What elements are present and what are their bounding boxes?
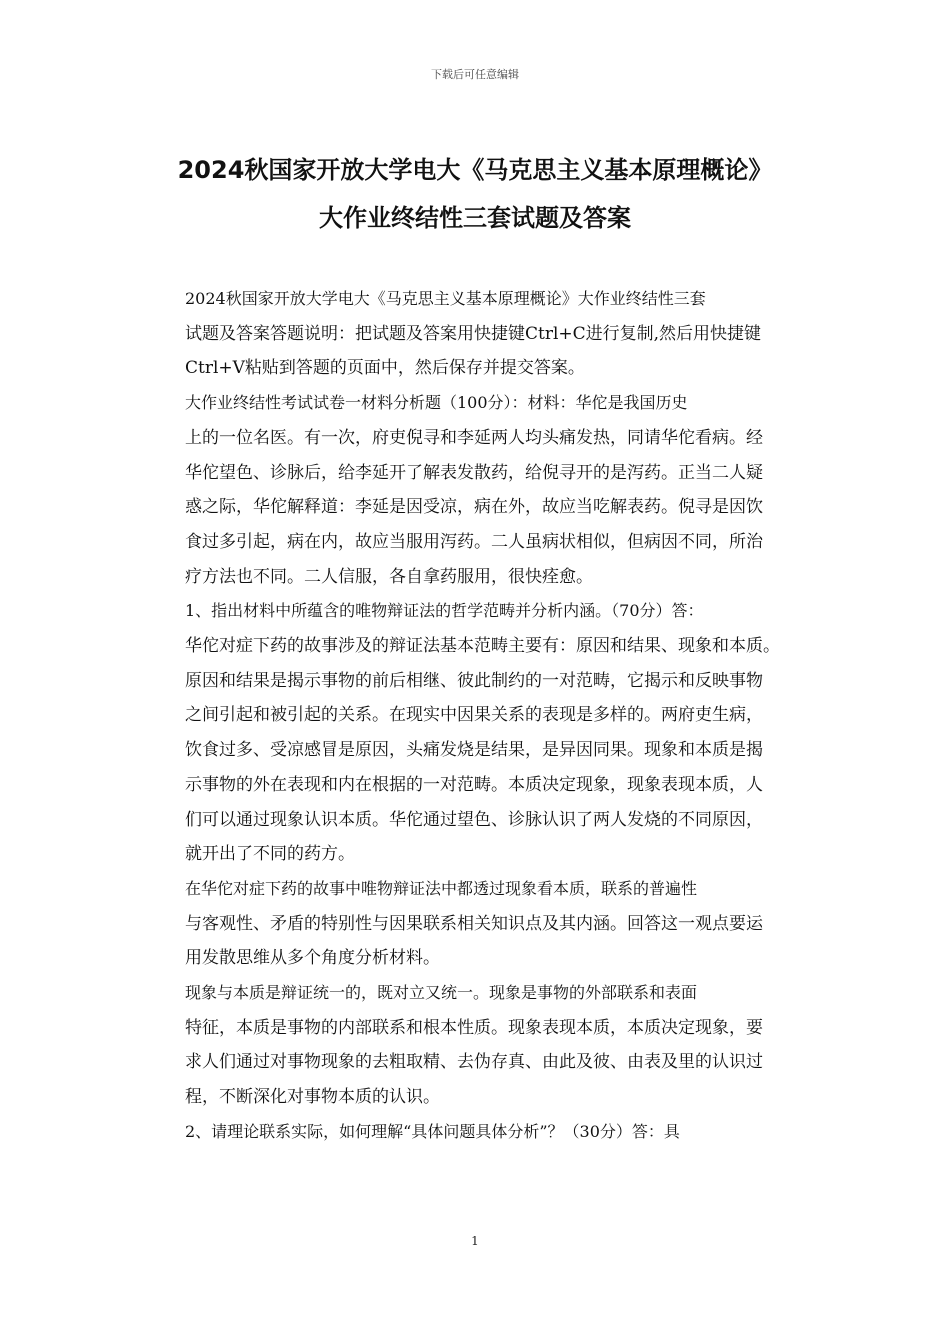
- body-paragraph: [145, 872, 825, 976]
- document-title-line-2: 大作业终结性三套试题及答案: [319, 204, 631, 232]
- paragraph-line: 惑之际，华佗解释道：李延是因受凉，病在外，故应当吃解表药。倪寻是因饮: [185, 497, 763, 518]
- body-paragraph: [145, 386, 825, 594]
- paragraph-line: 程，不断深化对事物本质的认识。: [185, 1087, 440, 1108]
- paragraph-line: 求人们通过对事物现象的去粗取精、去伪存真、由此及彼、由表及里的认识过: [185, 1052, 763, 1073]
- paragraph-line: 之间引起和被引起的关系。在现实中因果关系的表现是多样的。两府吏生病，: [185, 705, 763, 726]
- body-paragraph: [145, 594, 825, 872]
- paragraph-line: 原因和结果是揭示事物的前后相继、彼此制约的一对范畴，它揭示和反映事物: [185, 670, 763, 691]
- paragraph-line: 用发散思维从多个角度分析材料。: [185, 948, 440, 969]
- paragraph-line: 在华佗对症下药的故事中唯物辩证法中都透过现象看本质，联系的普遍性: [185, 878, 698, 898]
- page-header-note: 下载后可任意编辑: [431, 68, 519, 81]
- paragraph-line: 疗方法也不同。二人信服，各自拿药服用，很快痊愈。: [185, 566, 593, 587]
- body-paragraph: [145, 282, 825, 386]
- body-paragraph: [145, 1115, 825, 1150]
- paragraph-line: 上的一位名医。有一次，府吏倪寻和李延两人均头痛发热，同请华佗看病。经: [185, 427, 763, 448]
- paragraph-line: 食过多引起，病在内，故应当服用泻药。二人虽病状相似，但病因不同，所治: [185, 531, 763, 552]
- paragraph-line: 大作业终结性考试试卷一材料分析题（100分）：材料：华佗是我国历史: [185, 393, 688, 413]
- paragraph-line: 与客观性、矛盾的特别性与因果联系相关知识点及其内涵。回答这一观点要运: [185, 913, 763, 934]
- document-body: [145, 282, 825, 1150]
- paragraph-line: 就开出了不同的药方。: [185, 844, 355, 865]
- paragraph-line: 示事物的外在表现和内在根据的一对范畴。本质决定现象，现象表现本质，人: [185, 774, 763, 795]
- body-paragraph: [145, 976, 825, 1115]
- paragraph-line: Ctrl+V粘贴到答题的页面中，然后保存并提交答案。: [185, 358, 585, 379]
- paragraph-line: 饮食过多、受凉感冒是原因，头痛发烧是结果，是异因同果。现象和本质是揭: [185, 740, 763, 761]
- page-number: 1: [471, 1234, 479, 1248]
- paragraph-line: 华佗对症下药的故事涉及的辩证法基本范畴主要有：原因和结果、现象和本质。: [185, 636, 780, 657]
- paragraph-line: 特征，本质是事物的内部联系和根本性质。现象表现本质，本质决定现象，要: [185, 1017, 763, 1038]
- paragraph-line: 现象与本质是辩证统一的，既对立又统一。现象是事物的外部联系和表面: [185, 983, 698, 1003]
- document-title-line-1: 2024秋国家开放大学电大《马克思主义基本原理概论》: [177, 156, 773, 184]
- paragraph-line: 1、指出材料中所蕴含的唯物辩证法的哲学范畴并分析内涵。（70分）答：: [185, 601, 704, 621]
- paragraph-line: 们可以通过现象认识本质。华佗通过望色、诊脉认识了两人发烧的不同原因，: [185, 809, 763, 830]
- paragraph-line: 2024秋国家开放大学电大《马克思主义基本原理概论》大作业终结性三套: [185, 289, 706, 308]
- paragraph-line: 2、请理论联系实际，如何理解“具体问题具体分析”？（30分）答：具: [185, 1121, 680, 1141]
- paragraph-line: 华佗望色、诊脉后，给李延开了解表发散药，给倪寻开的是泻药。正当二人疑: [185, 462, 763, 483]
- paragraph-line: 试题及答案答题说明：把试题及答案用快捷键Ctrl+C进行复制,然后用快捷键: [185, 323, 762, 344]
